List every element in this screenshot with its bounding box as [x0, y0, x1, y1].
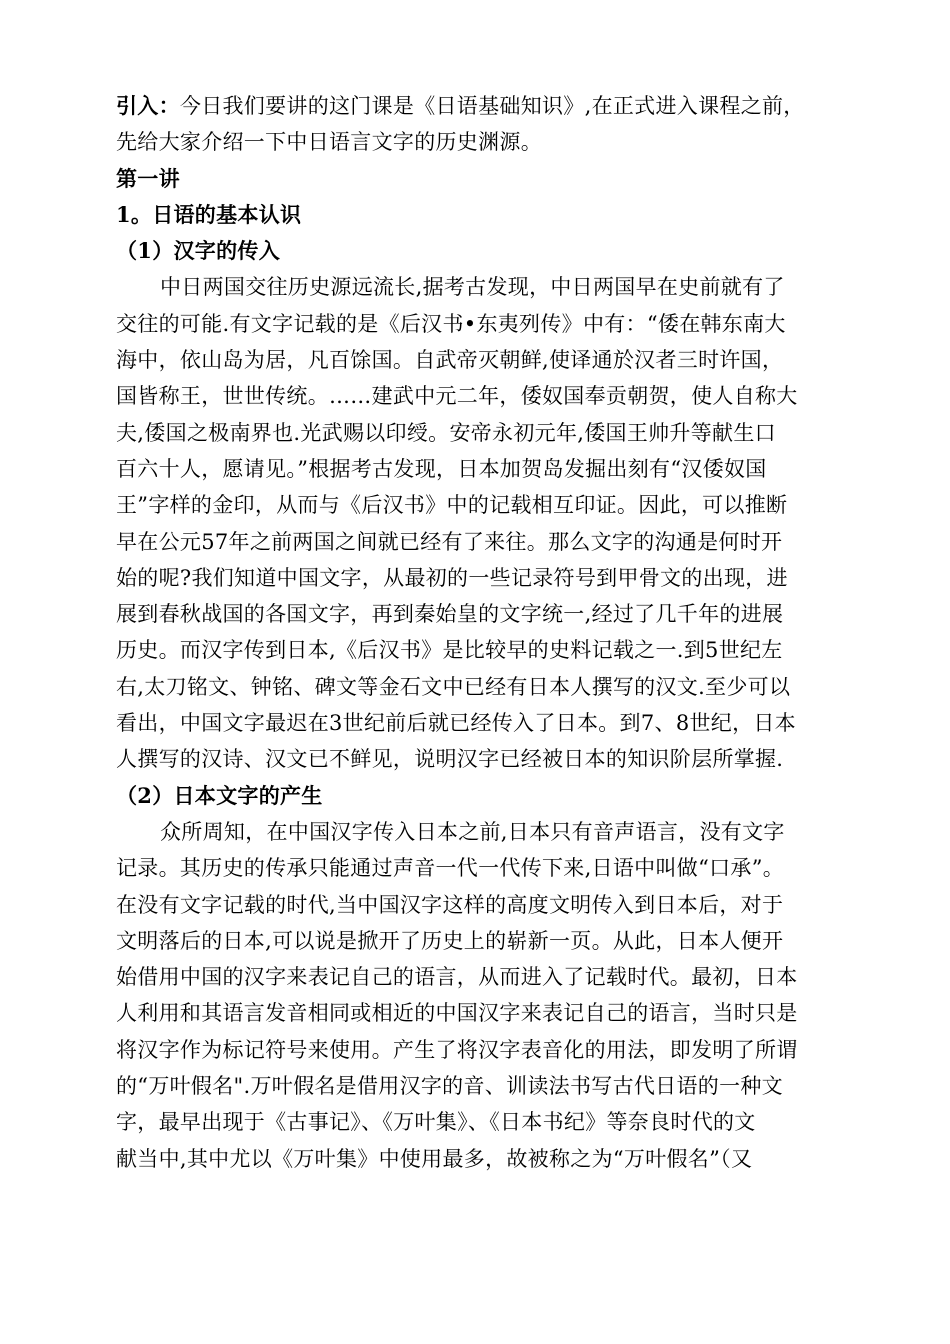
- paragraph-2-line: 文明落后的日本,可以说是掀开了历史上的崭新一页。从此，日本人便开: [116, 928, 784, 953]
- paragraph-1-line: 早在公元57年之前两国之间就已经有了来往。那么文字的沟通是何时开: [116, 529, 783, 554]
- paragraph-1-line: 夫,倭国之极南界也.光武赐以印绶。安帝永初元年,倭国王帅升等献生口: [116, 420, 776, 445]
- paragraph-1-line: 始的呢?我们知道中国文字，从最初的一些记录符号到甲骨文的出现，进: [116, 565, 788, 590]
- paragraph-1-line: 百六十人，愿请见。”根据考古发现，日本加贺岛发掘出刻有“汉倭奴国: [116, 456, 767, 481]
- paragraph-1-line: 交往的可能.有文字记载的是《后汉书•东夷列传》中有：“倭在韩东南大: [116, 311, 786, 336]
- paragraph-1-line: 国皆称王，世世传统。……建武中元二年，倭奴国奉贡朝贺，使人自称大: [116, 384, 798, 409]
- intro-line-2: 先给大家介绍一下中日语言文字的历史渊源。: [116, 130, 542, 155]
- intro-label: 引入：: [116, 93, 180, 118]
- lecture-title: 第一讲: [116, 165, 180, 191]
- paragraph-2-line: 的“万叶假名".万叶假名是借用汉字的音、训读法书写古代日语的一种文: [116, 1074, 783, 1099]
- paragraph-2-line: 在没有文字记载的时代,当中国汉字这样的高度文明传入到日本后，对于: [116, 892, 784, 917]
- subsection-2-title: （2）日本文字的产生: [116, 782, 323, 808]
- section-title: 1。日语的基本认识: [116, 201, 302, 227]
- paragraph-1-line: 人撰写的汉诗、汉文已不鲜见，说明汉字已经被日本的知识阶层所掌握.: [116, 747, 784, 772]
- intro-text-1: 今日我们要讲的这门课是《日语基础知识》,在正式进入课程之前，: [179, 94, 805, 118]
- paragraph-2-line: 将汉字作为标记符号来使用。产生了将汉字表音化的用法，即发明了所谓: [116, 1037, 798, 1062]
- paragraph-2-line: 献当中,其中尤以《万叶集》中使用最多，故被称之为“万叶假名”（又: [116, 1146, 753, 1171]
- paragraph-1-line: 历史。而汉字传到日本,《后汉书》是比较早的史料记载之一.到5世纪左: [116, 638, 783, 663]
- paragraph-2-line: 字，最早出现于《古事记》、《万叶集》、《日本书纪》等奈良时代的文: [116, 1110, 756, 1135]
- paragraph-1-line: 看出，中国文字最迟在3世纪前后就已经传入了日本。到7、8世纪，日本: [116, 711, 796, 736]
- document-body: [116, 88, 836, 1177]
- paragraph-1-line: 展到春秋战国的各国文字，再到秦始皇的文字统一,经过了几千年的进展: [116, 602, 784, 627]
- paragraph-1-line: 海中，依山岛为居，凡百馀国。自武帝灭朝鲜,使译通於汉者三时许国，: [116, 348, 784, 373]
- paragraph-2-line: 始借用中国的汉字来表记自己的语言，从而进入了记载时代。最初，日本: [116, 965, 798, 990]
- paragraph-1-line: 右,太刀铭文、钟铭、碑文等金石文中已经有日本人撰写的汉文.至少可以: [116, 674, 791, 699]
- intro-line-1: [116, 88, 836, 124]
- paragraph-1-line: 王”字样的金印，从而与《后汉书》中的记载相互印证。因此，可以推断: [116, 493, 788, 518]
- paragraph-2-line: 众所周知，在中国汉字传入日本之前,日本只有音声语言，没有文字: [160, 819, 785, 844]
- paragraph-1-line: 中日两国交往历史源远流长,据考古发现，中日两国早在史前就有了: [160, 275, 785, 300]
- subsection-1-title: （1）汉字的传入: [116, 238, 281, 264]
- paragraph-2-line: 人利用和其语言发音相同或相近的中国汉字来表记自己的语言，当时只是: [116, 1001, 798, 1026]
- paragraph-2-line: 记录。其历史的传承只能通过声音一代一代传下来,日语中叫做“口承”。: [116, 856, 785, 881]
